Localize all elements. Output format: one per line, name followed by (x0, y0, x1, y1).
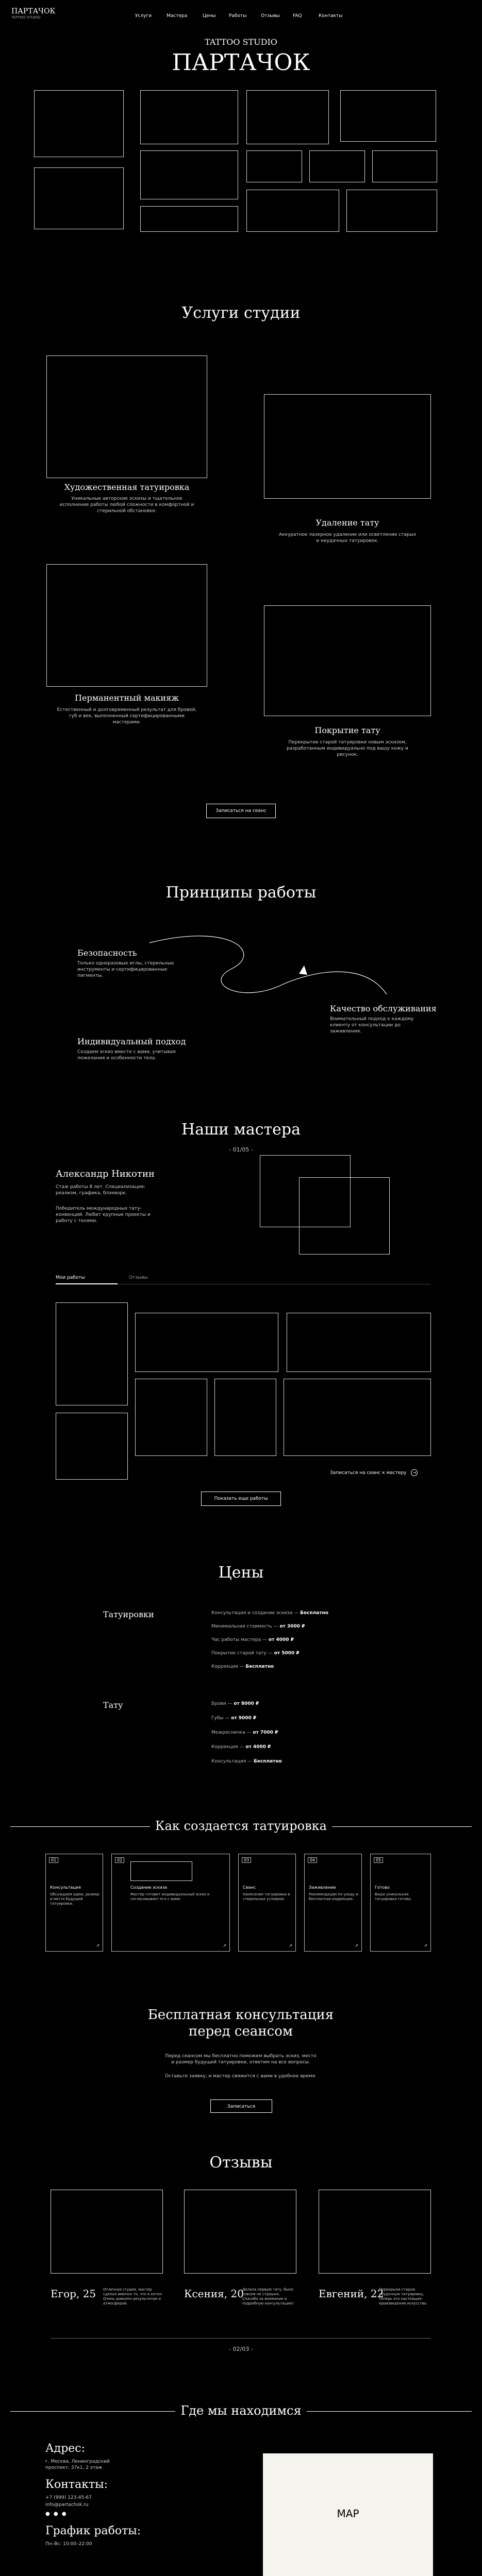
price-label: Покрытие старой тату (211, 1651, 267, 1656)
principle-name: Индивидуальный подход (77, 1037, 186, 1046)
review-text: Делала первую тату, было совсем не страшно. Спасибо за внимание и подробную консультацию! (242, 2287, 294, 2306)
review-photo (319, 2190, 431, 2274)
review-name: Егор, 25 (51, 2287, 96, 2300)
hero-photo (34, 90, 124, 157)
nav-reviews[interactable]: Отзывы (261, 13, 280, 19)
hero-photo (309, 150, 365, 182)
principle-name: Безопасность (77, 948, 137, 958)
address-value: г. Москва, Ленинградский проспект, 37к1, 2 этаж (45, 2459, 110, 2470)
service-name: Художественная татуировка (64, 482, 190, 492)
review-text: Перекрыли старую неудачную татуировку, теперь это настоящее произведение искусства. (379, 2287, 427, 2306)
step-number: 02 (115, 1857, 124, 1863)
prices-title: Цены (218, 1564, 264, 1582)
price-row: Губы — от 9000 ₽ (211, 1716, 257, 1721)
service-image (264, 605, 431, 716)
review-photo (184, 2190, 296, 2274)
logo-main: ПАРТАЧОК (11, 7, 56, 15)
masters-counter: - 01/05 - (229, 1146, 253, 1153)
price-label: Минимальная стоимость (211, 1624, 272, 1629)
service-image (264, 394, 431, 499)
location-title-text: Где мы находимся (175, 2403, 306, 2418)
master-cta-link[interactable] (330, 1469, 418, 1476)
price-value: Бесплатно (300, 1611, 328, 1616)
arrow-right-icon: → (411, 1469, 418, 1476)
process-step[interactable] (370, 1854, 431, 1952)
telegram-icon[interactable]: ● (53, 2511, 58, 2517)
step-desc: Ваша уникальная татуировка готова. (375, 1892, 412, 1901)
service-desc: Уникальные авторские эскизы и тщательное исполнение работы любой сложности в комфортной и стерильной обстановке. (59, 496, 194, 514)
hero-photo (34, 167, 124, 229)
hero-subtitle: TATTOO STUDIO (205, 37, 277, 47)
master-bio: Стаж работы 8 лет. Специализация: реализм, графика, блэкворк. (56, 1184, 145, 1196)
price-label: Губы (211, 1716, 224, 1721)
price-value: от 8000 ₽ (234, 1701, 259, 1706)
price-row: Покрытие старой тату — от 5000 ₽ (211, 1651, 300, 1656)
step-name: Создание эскиза (130, 1885, 168, 1890)
price-value: Бесплатно (254, 1759, 282, 1764)
consult-button[interactable]: Записаться (210, 2099, 272, 2113)
service-name: Покрытие тату (314, 725, 380, 735)
service-image (46, 355, 207, 478)
service-desc: Аккуратное лазерное удаление или осветление старых и неудачных татуировок. (278, 532, 417, 544)
service-desc: Перекрытие старой татуировки новым эскизом, разработанным индивидуально под вашу кожу и рисунок. (287, 740, 408, 757)
work-photo (135, 1379, 207, 1456)
review-text: Отличная студия, мастер сделал именно то, что я хотел. Очень доволен результатом и атмосферой. (103, 2287, 163, 2306)
step-icon: ↗ (424, 1943, 427, 1948)
services-book-button[interactable]: Записаться на сеанс (206, 804, 276, 818)
service-image (46, 564, 207, 687)
hero-photo (140, 150, 238, 199)
nav-masters[interactable]: Мастера (167, 13, 188, 19)
principle-desc: Внимательный подход к каждому клиенту от консультации до заживления. (330, 1016, 414, 1034)
price-label: Коррекция (211, 1744, 238, 1750)
masters-title: Наши мастера (181, 1121, 301, 1139)
price-label: Межресничка (211, 1730, 245, 1735)
price-row: Час работы мастера — от 4000 ₽ (211, 1637, 294, 1642)
service-name: Удаление тату (315, 518, 379, 528)
step-icon: ↗ (223, 1943, 226, 1948)
work-photo (284, 1379, 431, 1456)
master-bio: Победитель международных тату-конвенций. Любит крупные проекты и работу с тенями. (56, 1206, 151, 1224)
tab-active-underline (56, 1283, 118, 1284)
service-desc: Естественный и долговременный результат для бровей, губ и век, выполненный сертифицированными мастерами. (57, 707, 197, 725)
step-name: Заживление (309, 1885, 336, 1890)
price-value: от 3000 ₽ (279, 1624, 305, 1629)
principle-desc: Только одноразовые иглы, стерильные инструменты и сертифицированные пигменты. (77, 961, 174, 978)
consult-title: Бесплатная консультация перед сеансом (147, 2007, 334, 2039)
price-group-name: Тату (103, 1700, 123, 1710)
work-photo (135, 1313, 278, 1372)
nav-contacts[interactable]: Контакты (319, 13, 343, 19)
nav-services[interactable]: Услуги (135, 13, 152, 19)
process-step[interactable] (45, 1854, 103, 1952)
social-icons (45, 2511, 67, 2517)
hero-photo (246, 150, 302, 182)
reviews-title: Отзывы (209, 2154, 273, 2172)
price-value: от 4000 ₽ (268, 1637, 294, 1642)
logo-sub: TATTOO STUDIO (11, 15, 41, 20)
hero-photo (372, 150, 437, 182)
work-photo (56, 1413, 128, 1480)
header (0, 0, 482, 31)
price-label: Час работы мастера (211, 1637, 261, 1642)
map[interactable] (263, 2453, 433, 2576)
step-name: Сеанс (243, 1885, 256, 1890)
services-title: Услуги студии (181, 304, 301, 322)
work-photo (287, 1313, 431, 1372)
price-value: от 9000 ₽ (231, 1716, 257, 1721)
hero-title: ПАРТАЧОК (172, 49, 310, 76)
logo[interactable] (11, 7, 55, 20)
step-icon: ↗ (96, 1943, 99, 1948)
whatsapp-icon[interactable]: ● (61, 2511, 67, 2517)
step-desc: Рекомендации по уходу и бесплатная коррекция. (309, 1892, 358, 1901)
work-photo (214, 1379, 276, 1456)
hero-photo (246, 90, 329, 144)
price-row: Межресничка — от 7000 ₽ (211, 1730, 278, 1735)
consult-text: Оставьте заявку, и мастер свяжется с вами в удобное время. (165, 2074, 317, 2079)
step-number: 05 (374, 1857, 383, 1863)
schedule-label: График работы: (45, 2524, 141, 2537)
price-group-name: Татуировки (103, 1609, 154, 1619)
price-label: Консультация (211, 1759, 246, 1764)
step-desc: Мастер готовит индивидуальный эскиз и согласовывает его с вами. (130, 1892, 210, 1901)
hero-photo (246, 190, 339, 232)
hero-photo (140, 206, 238, 232)
step-name: Готово (375, 1885, 390, 1890)
price-row: Коррекция — Бесплатно (211, 1664, 274, 1669)
phone-value[interactable]: +7 (999) 123-45-67 (45, 2495, 92, 2500)
price-value: от 7000 ₽ (253, 1730, 278, 1735)
process-step[interactable] (304, 1854, 362, 1952)
price-row: Консультация — Бесплатно (211, 1759, 282, 1764)
master-name: Александр Никотин (56, 1168, 155, 1179)
vk-icon[interactable]: ● (45, 2511, 50, 2517)
process-step[interactable] (111, 1854, 230, 1952)
principle-desc: Создаем эскиз вместе с вами, учитывая пожелания и особенности тела. (77, 1049, 176, 1061)
hero-photo (346, 190, 437, 232)
hero-photo (340, 90, 436, 142)
review-name: Евгений, 22 (319, 2287, 384, 2300)
map-label: MAP (337, 2507, 359, 2520)
price-value: Бесплатно (245, 1664, 274, 1669)
step-desc: Нанесение татуировки в стерильных условиях. (243, 1892, 290, 1901)
work-photo (56, 1302, 128, 1405)
tab-reviews[interactable]: Отзывы (129, 1275, 148, 1280)
nav-faq[interactable]: FAQ (293, 13, 302, 19)
location-title (0, 2403, 482, 2418)
nav-works[interactable]: Работы (229, 13, 247, 19)
price-row: Консультация и создание эскиза — Бесплатно (211, 1611, 328, 1616)
nav-prices[interactable]: Цены (203, 13, 216, 19)
step-illustration (130, 1861, 192, 1881)
price-value: от 5000 ₽ (274, 1651, 300, 1656)
reviews-counter: - 02/03 - (229, 2346, 253, 2352)
principles-title: Принципы работы (165, 884, 317, 902)
step-number: 04 (308, 1857, 317, 1863)
step-number: 01 (49, 1857, 58, 1863)
price-label: Брови (211, 1701, 226, 1706)
step-desc: Обсуждаем идею, размер и место будущей татуировки. (50, 1892, 99, 1906)
step-name: Консультация (50, 1885, 81, 1890)
price-row: Коррекция — от 4000 ₽ (211, 1744, 271, 1750)
price-label: Консультация и создание эскиза (211, 1611, 293, 1616)
master-cta-label: Записаться на сеанс к мастеру (330, 1470, 407, 1476)
show-more-works-button[interactable]: Показать еще работы (201, 1492, 281, 1506)
review-photo (51, 2190, 163, 2274)
tab-my-works[interactable]: Мои работы (56, 1275, 85, 1280)
email-value[interactable]: info@partachok.ru (45, 2502, 89, 2507)
step-number: 03 (242, 1857, 251, 1863)
review-name: Ксения, 20 (184, 2287, 244, 2300)
price-value: от 4000 ₽ (245, 1744, 271, 1750)
service-name: Перманентный макияж (75, 693, 179, 703)
price-row: Минимальная стоимость — от 3000 ₽ (211, 1624, 305, 1629)
contacts-label: Контакты: (45, 2478, 108, 2491)
process-step[interactable] (238, 1854, 296, 1952)
principle-name: Качество обслуживания (330, 1004, 437, 1013)
process-title: Как создается татуировка (0, 1819, 482, 1833)
master-photo (299, 1177, 390, 1255)
price-row: Брови — от 8000 ₽ (211, 1701, 259, 1706)
address-label: Адрес: (45, 2442, 86, 2455)
step-icon: ↗ (289, 1943, 292, 1948)
consult-text: Перед сеансом мы бесплатно поможем выбрать эскиз, место и размер будущей татуировки, ответим на все вопросы. (165, 2054, 317, 2065)
hero-photo (140, 90, 238, 144)
schedule-value: Пн–Вс: 10:00–22:00 (45, 2541, 92, 2547)
step-icon: ↗ (355, 1943, 358, 1948)
price-label: Коррекция (211, 1664, 238, 1669)
